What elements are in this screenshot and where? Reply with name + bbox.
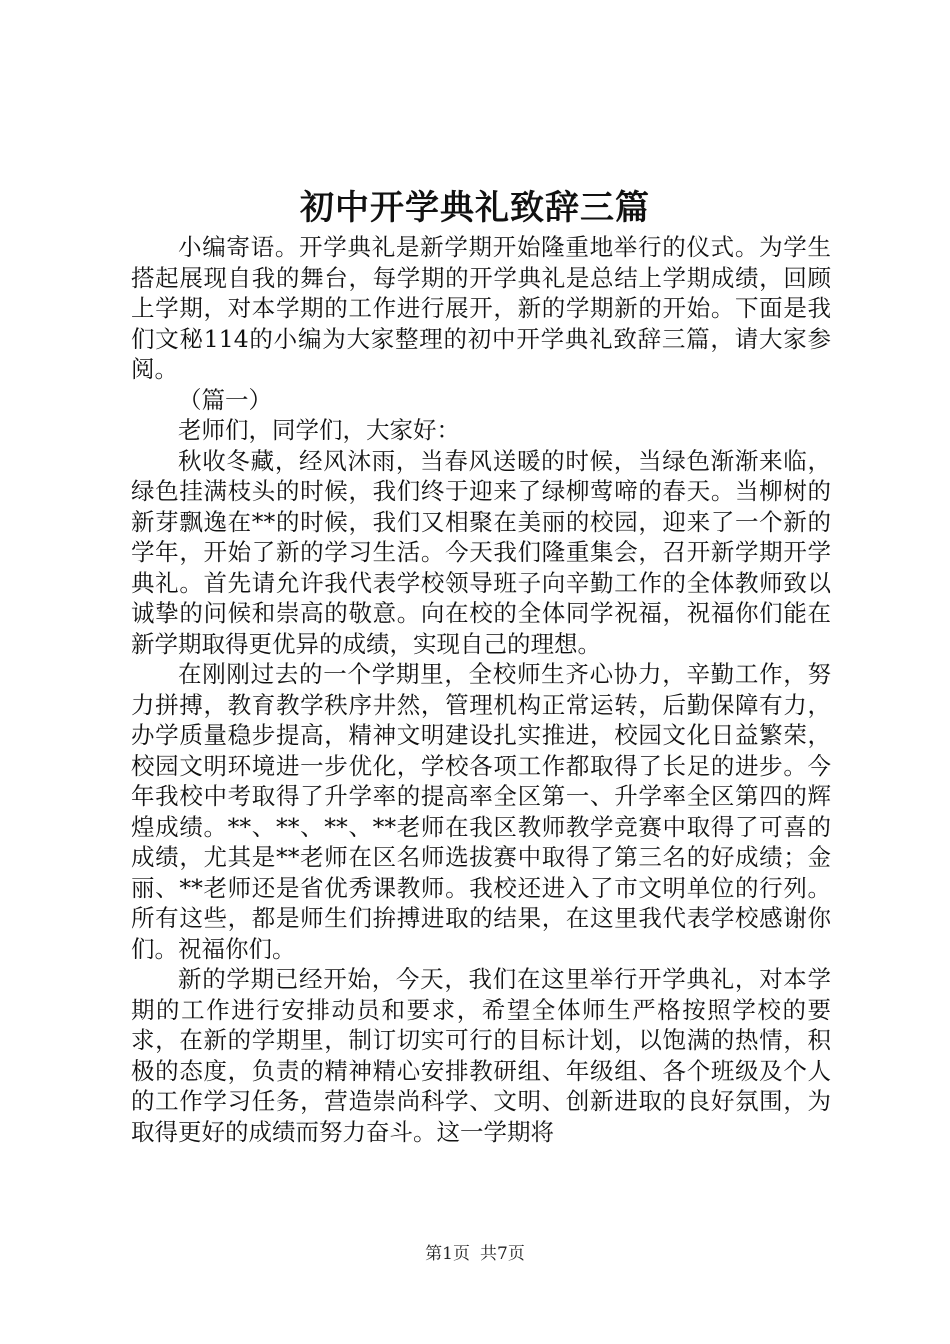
paragraph-section-heading: （篇一） xyxy=(178,385,272,414)
page-total: 共7页 xyxy=(480,1244,525,1264)
paragraph-body-3: 新的学期已经开始，今天，我们在这里举行开学典礼，对本学期的工作进行安排动员和要求，希望全体师生严格按照学校的要求，在新的学期里，制订切实可行的目标计划，以饱满的热情，积极的态度，负责的精神精心安排教研组、年级组、各个班级及个人的工作学习任务，营造崇尚科学、文明、创新进取的良好氛围，为取得更好的成绩而努力奋斗。这一学期将 xyxy=(131,965,831,1146)
paragraph-body-2: 在刚刚过去的一个学期里，全校师生齐心协力，辛勤工作，努力拼搏，教育教学秩序井然，管理机构正常运转，后勤保障有力，办学质量稳步提高，精神文明建设扎实推进，校园文化日益繁荣，校园文明环境进一步优化，学校各项工作都取得了长足的进步。今年我校中考取得了升学率的提高率全区第一、升学率全区第四的辉煌成绩。**、**、**、**老师在我区教师教学竞赛中取得了可喜的成绩，尤其是**老师在区名师选拔赛中取得了第三名的好成绩；金丽、**老师还是省优秀课教师。我校还进入了市文明单位的行列。所有这些，都是师生们拚搏进取的结果，在这里我代表学校感谢你们。祝福你们。 xyxy=(131,660,831,963)
paragraph-intro: 小编寄语。开学典礼是新学期开始隆重地举行的仪式。为学生搭起展现自我的舞台，每学期的开学典礼是总结上学期成绩，回顾上学期，对本学期的工作进行展开，新的学期新的开始。下面是我们文秘114的小编为大家整理的初中开学典礼致辞三篇，请大家参阅。 xyxy=(131,233,831,383)
document-body xyxy=(131,232,831,1147)
paragraph-body-1: 秋收冬藏，经风沐雨，当春风送暖的时候，当绿色渐渐来临，绿色挂满枝头的时候，我们终于迎来了绿柳莺啼的春天。当柳树的新芽飘逸在**的时候，我们又相聚在美丽的校园，迎来了一个新的学年，开始了新的学习生活。今天我们隆重集会，召开新学期开学典礼。首先请允许我代表学校领导班子向辛勤工作的全体教师致以诚挚的问候和崇高的敬意。向在校的全体同学祝福，祝福你们能在新学期取得更优异的成绩，实现自己的理想。 xyxy=(131,446,831,658)
document-title: 初中开学典礼致辞三篇 xyxy=(300,188,650,228)
page-footer xyxy=(0,1243,950,1265)
page-number: 第1页 xyxy=(425,1244,470,1264)
paragraph-greeting: 老师们，同学们，大家好： xyxy=(178,416,460,444)
